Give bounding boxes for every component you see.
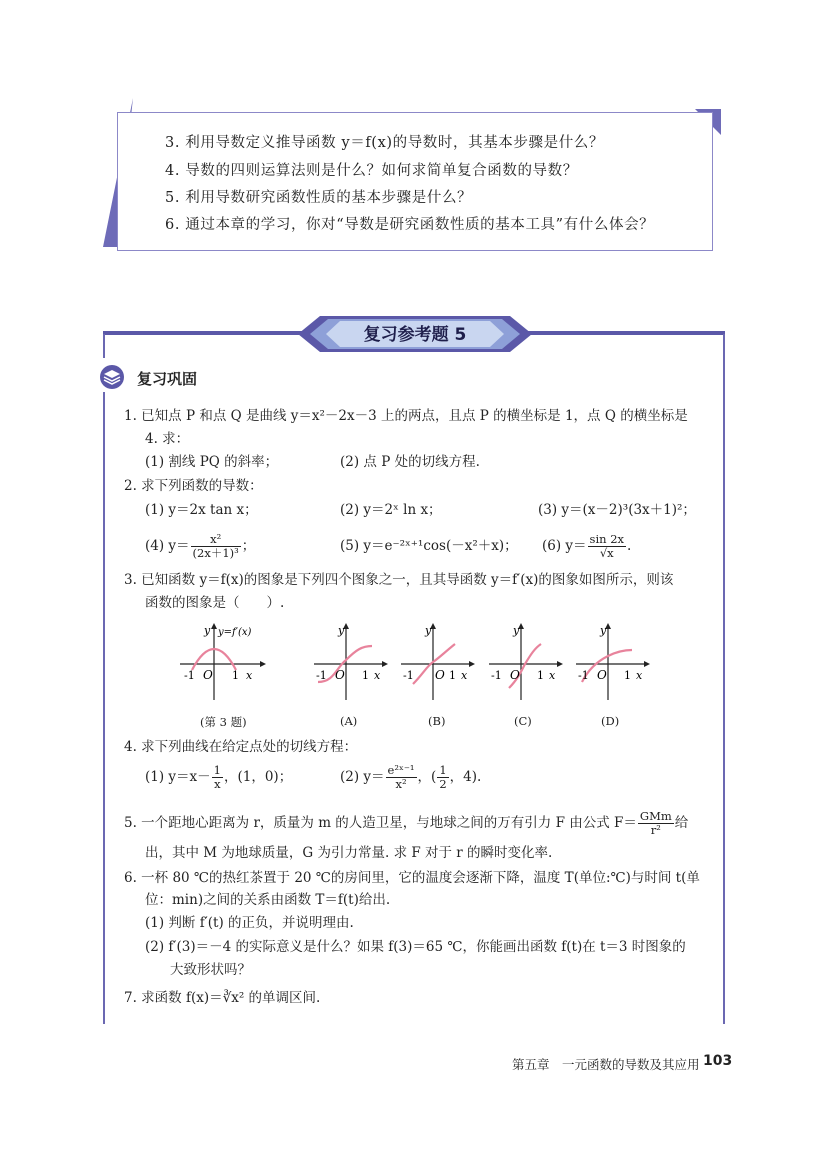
x-axis-arrow: [260, 661, 266, 667]
origin-label: O: [597, 668, 607, 682]
tick-1: 1: [449, 669, 456, 682]
tick-neg-1: -1: [184, 669, 195, 682]
banner-rule-right: [522, 331, 725, 335]
problem-4-item-2-fraction: [386, 764, 417, 791]
problem-4-item-2-label: (2) y＝: [340, 769, 385, 785]
review-question-6: 6. 通过本章的学习，你对“导数是研究函数性质的基本工具”有什么体会？: [165, 217, 655, 233]
origin-label: O: [510, 668, 520, 682]
problem-2-item-6-label: (6) y＝: [542, 538, 587, 554]
problem-4-item-1: [145, 757, 292, 797]
page-number: 103: [703, 1053, 733, 1069]
y-axis-label: y: [425, 624, 432, 637]
caption-option-b: (B): [428, 714, 446, 728]
problem-6-line-2: 位：min)之间的关系由函数 T＝f(t)给出.: [145, 892, 391, 908]
section-title: 复习参考题 5: [363, 325, 467, 345]
tick-1: 1: [537, 669, 544, 682]
y-axis-arrow: [211, 623, 217, 629]
origin-label: O: [435, 668, 445, 682]
problem-3-line-1: 3. 已知函数 y＝f(x)的图象是下列四个图象之一，且其导函数 y＝f′(x)的图象如图所示，则该: [124, 572, 674, 588]
problem-6-line-1: 6. 一杯 80 ℃的热红茶置于 20 ℃的房间里，它的温度会逐渐下降，温度 T(单位:℃)与时间 t(单: [124, 870, 700, 886]
problem-1-line-1: 1. 已知点 P 和点 Q 是曲线 y＝x²－2x－3 上的两点，且点 P 的横坐标是 1，点 Q 的横坐标是: [124, 408, 688, 424]
problem-2-item-5: (5) y＝e⁻²ˣ⁺¹cos(－x²＋x)；: [340, 538, 518, 554]
y-axis-label: y: [600, 624, 607, 637]
tick-1: 1: [624, 669, 631, 682]
tick-neg-1: -1: [491, 669, 502, 682]
tick-neg-1: -1: [403, 669, 414, 682]
problem-4-item-1-fraction: [212, 764, 223, 791]
subsection-title: 复习巩固: [137, 370, 198, 388]
problem-5-line-2: 出，其中 M 为地球质量，G 为引力常量. 求 F 对于 r 的瞬时变化率.: [145, 845, 553, 861]
problem-5-text-a: 5. 一个距地心距离为 r，质量为 m 的人造卫星，与地球之间的万有引力 F 由公式 F＝: [124, 815, 637, 831]
x-axis-arrow: [557, 661, 563, 667]
problem-4-item-2-point-fraction: [437, 764, 448, 791]
review-question-3: 3. 利用导数定义推导函数 y＝f(x)的导数时，其基本步骤是什么？: [165, 135, 604, 151]
problem-4-item-1-label: (1) y＝x－: [145, 769, 211, 785]
problem-3-line-2: 函数的图象是（ ）.: [145, 595, 285, 611]
frame-left-top: [103, 334, 105, 358]
tick-neg-1: -1: [578, 669, 589, 682]
caption-option-d: (D): [601, 714, 620, 728]
frame-left: [103, 392, 105, 1024]
frame-right: [723, 334, 725, 1024]
origin-label: O: [203, 668, 213, 682]
y-axis-label: y: [513, 624, 520, 637]
origin-label: O: [335, 668, 345, 682]
problem-5-line-1: [124, 803, 688, 843]
problem-2-item-1: (1) y＝2x tan x；: [145, 502, 258, 518]
x-axis-label: x: [374, 669, 381, 682]
problem-7: 7. 求函数 f(x)＝∛x² 的单调区间.: [124, 990, 321, 1006]
review-question-4: 4. 导数的四则运算法则是什么？如何求简单复合函数的导数？: [165, 163, 578, 179]
caption-problem-3: (第 3 题): [200, 715, 247, 729]
fraction-numerator: GMm: [639, 809, 672, 823]
fraction-numerator: 1: [439, 763, 447, 777]
tick-neg-1: -1: [316, 669, 327, 682]
fraction-denominator: x: [214, 777, 221, 791]
problem-2-item-3: (3) y＝(x－2)³(3x＋1)²；: [538, 502, 696, 518]
tick-1: 1: [362, 669, 369, 682]
problem-5-text-b: 给: [674, 815, 689, 831]
problem-2-item-4: [145, 526, 255, 566]
problem-4-item-2: [340, 757, 481, 797]
problem-6-part-2-line-1: (2) f′(3)＝－4 的实际意义是什么？如果 f(3)＝65 ℃，你能画出函数 f(t)在 t＝3 时图象的: [145, 939, 686, 955]
problem-4-item-2-mid: ，(: [417, 769, 437, 785]
x-axis-arrow: [382, 661, 388, 667]
y-axis-label: y: [204, 624, 211, 637]
problem-1-part-2: (2) 点 P 处的切线方程.: [340, 454, 480, 470]
derivative-graph: [178, 620, 270, 702]
y-axis-label: y: [338, 624, 345, 637]
problem-4-title: 4. 求下列曲线在给定点处的切线方程：: [124, 739, 358, 755]
problem-2-item-6-tail: .: [627, 538, 632, 554]
problem-2-item-6: [542, 526, 631, 566]
x-axis-label: x: [549, 669, 556, 682]
layers-icon: [99, 364, 127, 390]
tick-1: 1: [232, 669, 239, 682]
problem-2-item-4-tail: ；: [241, 538, 256, 554]
x-axis-label: x: [636, 669, 643, 682]
x-axis-arrow: [644, 661, 650, 667]
x-axis-label: x: [246, 669, 253, 682]
option-d-graph: [574, 620, 654, 702]
fraction-numerator: x²: [191, 533, 241, 547]
review-question-5: 5. 利用导数研究函数性质的基本步骤是什么？: [165, 190, 473, 206]
x-axis-label: x: [461, 669, 468, 682]
problem-5-fraction: [638, 810, 674, 837]
option-a-graph: [312, 620, 392, 702]
fraction-numerator: 1: [213, 763, 221, 777]
footer-chapter: 第五章 一元函数的导数及其应用: [512, 1057, 700, 1072]
problem-6-part-1: (1) 判断 f′(t) 的正负，并说明理由.: [145, 915, 354, 931]
fraction-denominator: x²: [395, 777, 407, 791]
fprime-label: y=f′(x): [218, 627, 252, 638]
fraction-numerator: sin 2x: [589, 532, 624, 546]
problem-4-item-1-tail: ，(1，0)；: [223, 769, 293, 785]
fraction-denominator: r²: [650, 823, 661, 837]
problem-2-item-4-label: (4) y＝: [145, 538, 190, 554]
problem-1-line-2: 4. 求：: [145, 431, 190, 447]
problem-6-part-2-line-2: 大致形状吗？: [170, 962, 251, 978]
problem-1-part-1: (1) 割线 PQ 的斜率；: [145, 454, 279, 470]
option-c-graph: [487, 620, 567, 702]
fraction-numerator: e²ˣ⁻¹: [387, 763, 415, 777]
caption-option-a: (A): [340, 714, 358, 728]
caption-option-c: (C): [514, 714, 532, 728]
problem-2-item-4-fraction: [191, 533, 241, 560]
fraction-denominator: 2: [439, 777, 447, 791]
problem-4-item-2-tail: ，4).: [449, 769, 482, 785]
problem-2-item-6-fraction: [588, 533, 626, 560]
x-axis-arrow: [469, 661, 475, 667]
problem-2-title: 2. 求下列函数的导数：: [124, 478, 263, 494]
option-b-graph: [399, 620, 479, 702]
problem-2-item-2: (2) y＝2ˣ ln x；: [340, 502, 442, 518]
fraction-denominator: √x: [599, 546, 614, 560]
banner-rule-left: [103, 331, 307, 335]
fraction-denominator: (2x＋1)³: [192, 546, 239, 560]
